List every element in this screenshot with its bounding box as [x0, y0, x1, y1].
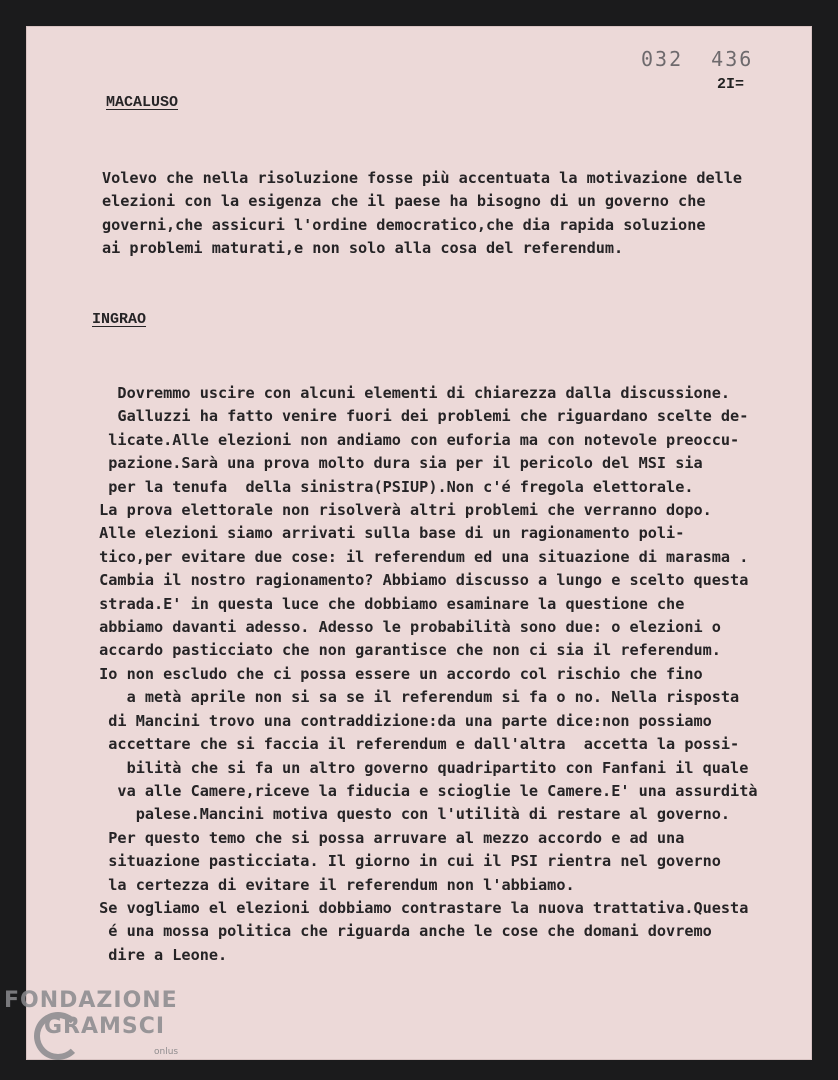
text-line: la certezza di evitare il referendum non l'abbiamo.: [90, 875, 575, 894]
gramsci-logo-g-icon: [34, 1012, 82, 1060]
watermark-line2: GRAMSCI: [44, 1014, 166, 1039]
text-line: Se vogliamo el elezioni dobbiamo contrastare la nuova trattativa.Questa: [90, 898, 749, 917]
text-line: governi,che assicuri l'ordine democratico,che dia rapida soluzione: [102, 215, 706, 234]
text-line: Per questo temo che si possa arruvare al mezzo accordo e ad una: [90, 828, 685, 847]
paragraph-macaluso: [102, 167, 742, 261]
text-line: ai problemi maturati,e non solo alla cosa del referendum.: [102, 239, 624, 258]
text-line: é una mossa politica che riguarda anche le cose che domani dovremo: [90, 922, 712, 941]
speaker-heading-macaluso: MACALUSO: [106, 94, 179, 111]
text-line: elezioni con la esigenza che il paese ha bisogno di un governo che: [102, 192, 706, 211]
text-line: Dovremmo uscire con alcuni elementi di chiarezza dalla discussione.: [90, 384, 731, 402]
text-line: tico,per evitare due cose: il referendum ed una situazione di marasma .: [90, 547, 749, 566]
text-line: La prova elettorale non risolverà altri problemi che verranno dopo.: [90, 501, 712, 520]
text-line: bilità che si fa un altro governo quadripartito con Fanfani il quale: [90, 758, 749, 777]
text-line: va alle Camere,riceve la fiducia e scioglie le Camere.E' una assurdità: [90, 781, 758, 800]
watermark-line1: FONDAZIONE: [4, 988, 178, 1013]
watermark-suffix: onlus: [154, 1047, 179, 1057]
text-line: dire a Leone.: [90, 945, 228, 964]
page-code: 2I=: [717, 76, 745, 93]
paragraph-ingrao: [90, 382, 758, 967]
text-line: accardo pasticciato che non garantisce che non ci sia il referendum.: [90, 641, 721, 660]
text-line: pazione.Sarà una prova molto dura sia per il pericolo del MSI sia: [90, 454, 703, 473]
text-line: Volevo che nella risoluzione fosse più accentuata la motivazione delle: [102, 169, 743, 187]
text-line: accettare che si faccia il referendum e dall'altra accetta la possi-: [90, 735, 740, 754]
document-page: [26, 26, 812, 1060]
text-line: Cambia il nostro ragionamento? Abbiamo discusso a lungo e scelto questa: [90, 571, 749, 590]
text-line: licate.Alle elezioni non andiamo con euforia ma con notevole preoccu-: [90, 430, 740, 449]
text-line: Galluzzi ha fatto venire fuori dei problemi che riguardano scelte de-: [90, 407, 749, 426]
fondazione-gramsci-watermark: [4, 988, 179, 1057]
text-line: abbiamo davanti adesso. Adesso le probabilità sono due: o elezioni o: [90, 618, 721, 637]
text-line: di Mancini trovo una contraddizione:da una parte dice:non possiamo: [90, 711, 712, 730]
text-line: strada.E' in questa luce che dobbiamo esaminare la questione che: [90, 594, 685, 613]
text-line: Io non escludo che ci possa essere un accordo col rischio che fino: [90, 664, 703, 683]
speaker-heading-ingrao: INGRAO: [92, 311, 147, 328]
text-line: palese.Mancini motiva questo con l'utilità di restare al governo.: [90, 805, 731, 824]
archive-stamp-number: 032 436: [641, 47, 754, 71]
text-line: situazione pasticciata. Il giorno in cui il PSI rientra nel governo: [90, 852, 721, 871]
text-line: per la tenufa della sinistra(PSIUP).Non c'é fregola elettorale.: [90, 477, 694, 496]
text-line: a metà aprile non si sa se il referendum si fa o no. Nella risposta: [90, 688, 740, 707]
text-line: Alle elezioni siamo arrivati sulla base di un ragionamento poli-: [90, 524, 685, 543]
